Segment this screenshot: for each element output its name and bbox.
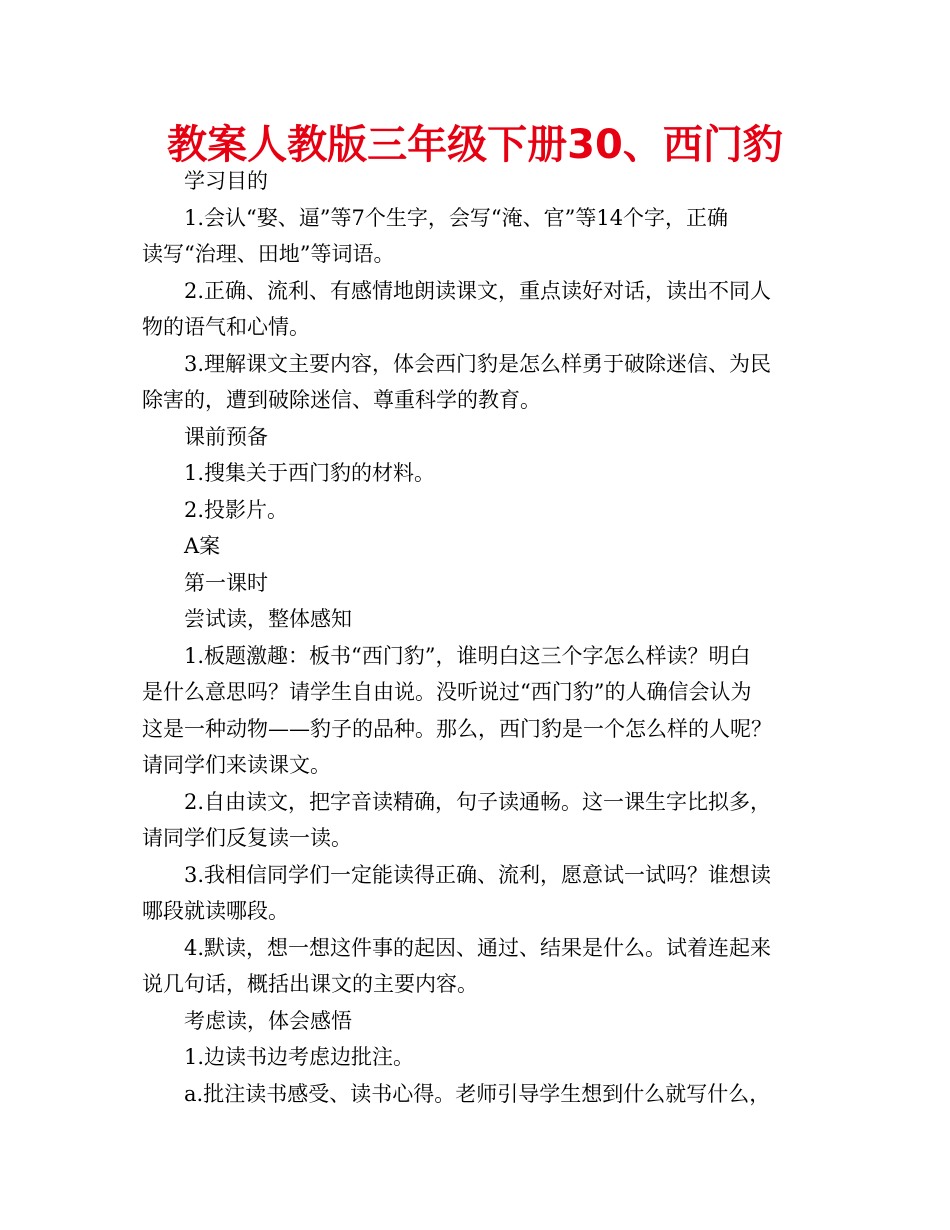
text-line: 请同学们来读课文。 xyxy=(142,753,331,777)
text-line: 4.默读，想一想这件事的起因、通过、结果是什么。试着连起来 xyxy=(184,935,772,960)
text-line: 读写“治理、田地”等词语。 xyxy=(142,242,395,266)
text-line: 1.会认“娶、逼”等7个生字，会写“淹、官”等14个字，正确 xyxy=(184,205,729,230)
document-title: 教案人教版三年级下册30、西门豹 xyxy=(167,122,783,168)
text-line: 考虑读，体会感悟 xyxy=(184,1008,352,1033)
text-line: 3.我相信同学们一定能读得正确、流利，愿意试一试吗？谁想读 xyxy=(184,862,772,887)
text-line: A案 xyxy=(184,534,221,558)
text-line: 物的语气和心情。 xyxy=(142,315,310,339)
text-line: 3.理解课文主要内容，体会西门豹是怎么样勇于破除迷信、为民 xyxy=(184,351,772,376)
text-line: 说几句话，概括出课文的主要内容。 xyxy=(142,972,478,996)
document-body xyxy=(142,163,812,1112)
text-line: 除害的，遭到破除迷信、尊重科学的教育。 xyxy=(142,388,541,412)
text-line: 尝试读，整体感知 xyxy=(184,607,352,631)
text-line: 2.投影片。 xyxy=(184,497,289,522)
text-line: 哪段就读哪段。 xyxy=(142,899,289,923)
text-line: 1.板题激趣：板书“西门豹”，谁明白这三个字怎么样读？明白 xyxy=(184,643,751,668)
text-line: 2.自由读文，把字音读精确，句子读通畅。这一课生字比拟多， xyxy=(184,789,772,814)
text-line: 第一课时 xyxy=(184,570,268,595)
text-line: 2.正确、流利、有感情地朗读课文，重点读好对话，读出不同人 xyxy=(184,278,772,303)
text-line: 1.边读书边考虑边批注。 xyxy=(184,1045,415,1069)
text-line: 1.搜集关于西门豹的材料。 xyxy=(184,461,436,485)
text-line: 请同学们反复读一读。 xyxy=(142,826,352,850)
text-line: 课前预备 xyxy=(184,424,268,449)
text-line: 是什么意思吗？请学生自由说。没听说过“西门豹”的人确信会认为 xyxy=(142,680,752,704)
text-line: a.批注读书感受、读书心得。老师引导学生想到什么就写什么， xyxy=(184,1081,771,1106)
text-line: 学习目的 xyxy=(184,169,268,193)
text-line: 这是一种动物——豹子的品种。那么，西门豹是一个怎么样的人呢？ xyxy=(142,716,772,741)
